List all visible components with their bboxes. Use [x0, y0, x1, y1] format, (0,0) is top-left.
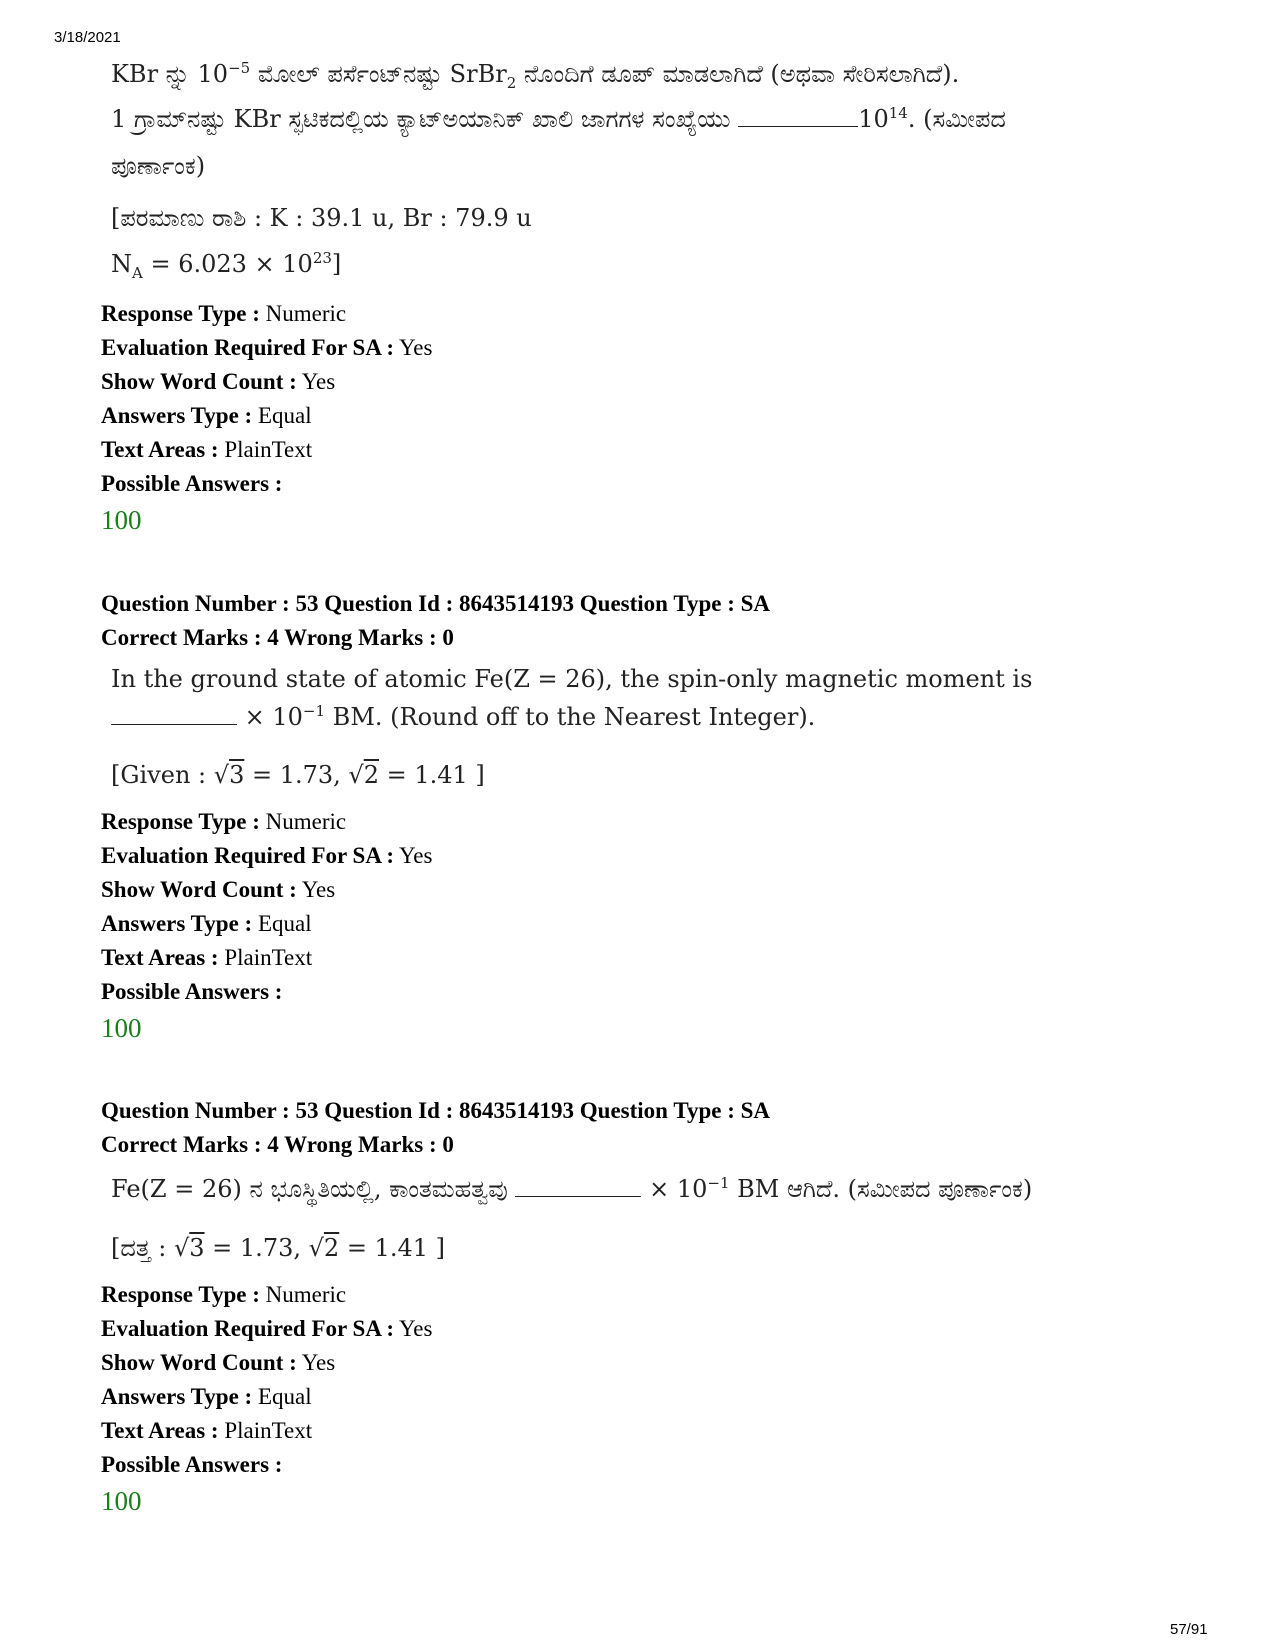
question-number: 53: [295, 591, 319, 616]
response-type-label: Response Type :: [101, 1282, 260, 1307]
wrong-marks-label: Wrong Marks :: [284, 1132, 437, 1157]
evaluation-value: Yes: [399, 843, 433, 868]
q52-line5-sub: A: [132, 263, 143, 282]
q52-line2-exp: 14: [888, 104, 908, 122]
question-type-label: Question Type :: [579, 591, 735, 616]
evaluation-value: Yes: [399, 1316, 433, 1341]
response-type-value: Numeric: [265, 809, 347, 834]
question-id: 8643514193: [459, 1098, 575, 1123]
word-count-label: Show Word Count :: [101, 877, 297, 902]
text-areas-value: PlainText: [224, 437, 313, 462]
q53-kn-metadata: [101, 1278, 432, 1520]
q53-kn-line2-a: [ದತ್ತ : √: [111, 1234, 190, 1262]
q52-line2-c: . (ಸಮೀಪದ: [907, 105, 1006, 133]
correct-marks: 4: [267, 1132, 279, 1157]
word-count-value: Yes: [301, 877, 336, 902]
q52-line2-a: 1 ಗ್ರಾಮ್‌ನಷ್ಟು KBr ಸ್ಫಟಿಕದಲ್ಲಿಯ ಕ್ಯಾಟ್‌ಅಯಾನಿಕ್ ಖಾಲಿ ಜಾಗಗಳ ಸಂಖ್ಯೆಯು: [111, 105, 731, 133]
question-id-label: Question Id :: [324, 591, 454, 616]
answers-type-value: Equal: [257, 911, 312, 936]
q53-kn-line2-b: = 1.73, √: [204, 1234, 324, 1262]
correct-marks-label: Correct Marks :: [101, 1132, 262, 1157]
q53-en-line3-b: = 1.73, √: [244, 761, 364, 789]
q52-line1-b: ಮೋಲ್ ಪರ್ಸೆಂಟ್‌ನಷ್ಟು SrBr: [250, 60, 507, 88]
q53-en-line3-c: = 1.41 ]: [379, 761, 485, 789]
q52-line5-c: ]: [331, 250, 342, 278]
response-type-label: Response Type :: [101, 301, 260, 326]
evaluation-label: Evaluation Required For SA :: [101, 335, 395, 360]
q53-en-metadata: [101, 805, 432, 1047]
q52-line1-sub: 2: [506, 73, 517, 92]
question-number: 53: [295, 1098, 319, 1123]
answers-type-value: Equal: [257, 403, 312, 428]
q53-en-header: [101, 587, 770, 655]
evaluation-value: Yes: [399, 335, 433, 360]
q52-line1-exp: −5: [228, 59, 251, 77]
word-count-value: Yes: [301, 1350, 336, 1375]
q53-en-root3: 3: [229, 761, 245, 789]
q53-en-answer-blank: [111, 723, 237, 725]
page-number: 57/91: [1170, 1621, 1208, 1638]
word-count-label: Show Word Count :: [101, 1350, 297, 1375]
correct-marks-label: Correct Marks :: [101, 625, 262, 650]
q53-en-line2-exp: −1: [302, 702, 326, 720]
question-type: SA: [740, 1098, 771, 1123]
response-type-label: Response Type :: [101, 809, 260, 834]
answers-type-label: Answers Type :: [101, 1384, 253, 1409]
response-type-value: Numeric: [265, 301, 347, 326]
word-count-value: Yes: [301, 369, 336, 394]
question-type-label: Question Type :: [579, 1098, 735, 1123]
q52-line4: [ಪರಮಾಣು ರಾಶಿ : K : 39.1 u, Br : 79.9 u: [111, 204, 532, 232]
wrong-marks: 0: [442, 1132, 454, 1157]
possible-answer-value: 100: [101, 1486, 142, 1516]
answers-type-value: Equal: [257, 1384, 312, 1409]
response-type-value: Numeric: [265, 1282, 347, 1307]
evaluation-label: Evaluation Required For SA :: [101, 1316, 395, 1341]
q52-metadata: [101, 297, 432, 539]
q53-kn-root2: 2: [323, 1234, 340, 1262]
q52-line5-b: = 6.023 × 10: [142, 250, 313, 278]
wrong-marks-label: Wrong Marks :: [284, 625, 437, 650]
q53-kn-line1-a: Fe(Z = 26) ನ ಭೂಸ್ಥಿತಿಯಲ್ಲಿ, ಕಾಂತಮಹತ್ವವು: [111, 1175, 508, 1203]
question-id-label: Question Id :: [324, 1098, 454, 1123]
answers-type-label: Answers Type :: [101, 911, 253, 936]
word-count-label: Show Word Count :: [101, 369, 297, 394]
q52-line2-b: 10: [858, 105, 889, 133]
text-areas-label: Text Areas :: [101, 1418, 219, 1443]
q53-kn-line1-exp: −1: [707, 1174, 730, 1192]
question-number-label: Question Number :: [101, 591, 290, 616]
text-areas-label: Text Areas :: [101, 437, 219, 462]
q53-kn-answer-blank: [515, 1195, 641, 1197]
possible-answer-value: 100: [101, 1013, 142, 1043]
q53-kn-header: [101, 1094, 770, 1162]
possible-answers-label: Possible Answers :: [101, 979, 283, 1004]
question-number-label: Question Number :: [101, 1098, 290, 1123]
q53-en-root2: 2: [363, 761, 379, 789]
q52-line1-a: KBr ನ್ನು 10: [111, 60, 229, 88]
text-areas-value: PlainText: [224, 1418, 313, 1443]
q53-kn-line2-c: = 1.41 ]: [339, 1234, 445, 1262]
evaluation-label: Evaluation Required For SA :: [101, 843, 395, 868]
wrong-marks: 0: [442, 625, 454, 650]
q53-en-line1: In the ground state of atomic Fe(Z = 26), the spin-only magnetic moment is: [111, 665, 1033, 693]
possible-answers-label: Possible Answers :: [101, 1452, 283, 1477]
question-type: SA: [740, 591, 771, 616]
q53-kn-line1-c: BM ಆಗಿದೆ. (ಸಮೀಪದ ಪೂರ್ಣಾಂಕ): [729, 1175, 1033, 1203]
q53-kn-root3: 3: [189, 1234, 205, 1262]
q52-line5-exp: 23: [312, 249, 332, 267]
q52-line1-c: ನೊಂದಿಗೆ ಡೂಪ್ ಮಾಡಲಾಗಿದೆ (ಅಥವಾ ಸೇರಿಸಲಾಗಿದೆ).: [516, 60, 960, 88]
q52-answer-blank: [738, 125, 858, 127]
correct-marks: 4: [267, 625, 279, 650]
q53-kn-line1-b: × 10: [649, 1175, 708, 1203]
text-areas-value: PlainText: [224, 945, 313, 970]
question-id: 8643514193: [459, 591, 575, 616]
text-areas-label: Text Areas :: [101, 945, 219, 970]
q53-en-line2-a: × 10: [244, 703, 303, 731]
print-date: 3/18/2021: [54, 29, 121, 46]
possible-answers-label: Possible Answers :: [101, 471, 283, 496]
possible-answer-value: 100: [101, 505, 142, 535]
q52-line3: ಪೂರ್ಣಾಂಕ): [111, 152, 206, 180]
answers-type-label: Answers Type :: [101, 403, 253, 428]
q53-en-line2-b: BM. (Round off to the Nearest Integer).: [325, 703, 816, 731]
q52-line5-a: N: [111, 250, 132, 278]
q53-en-line3-a: [Given : √: [111, 761, 230, 789]
